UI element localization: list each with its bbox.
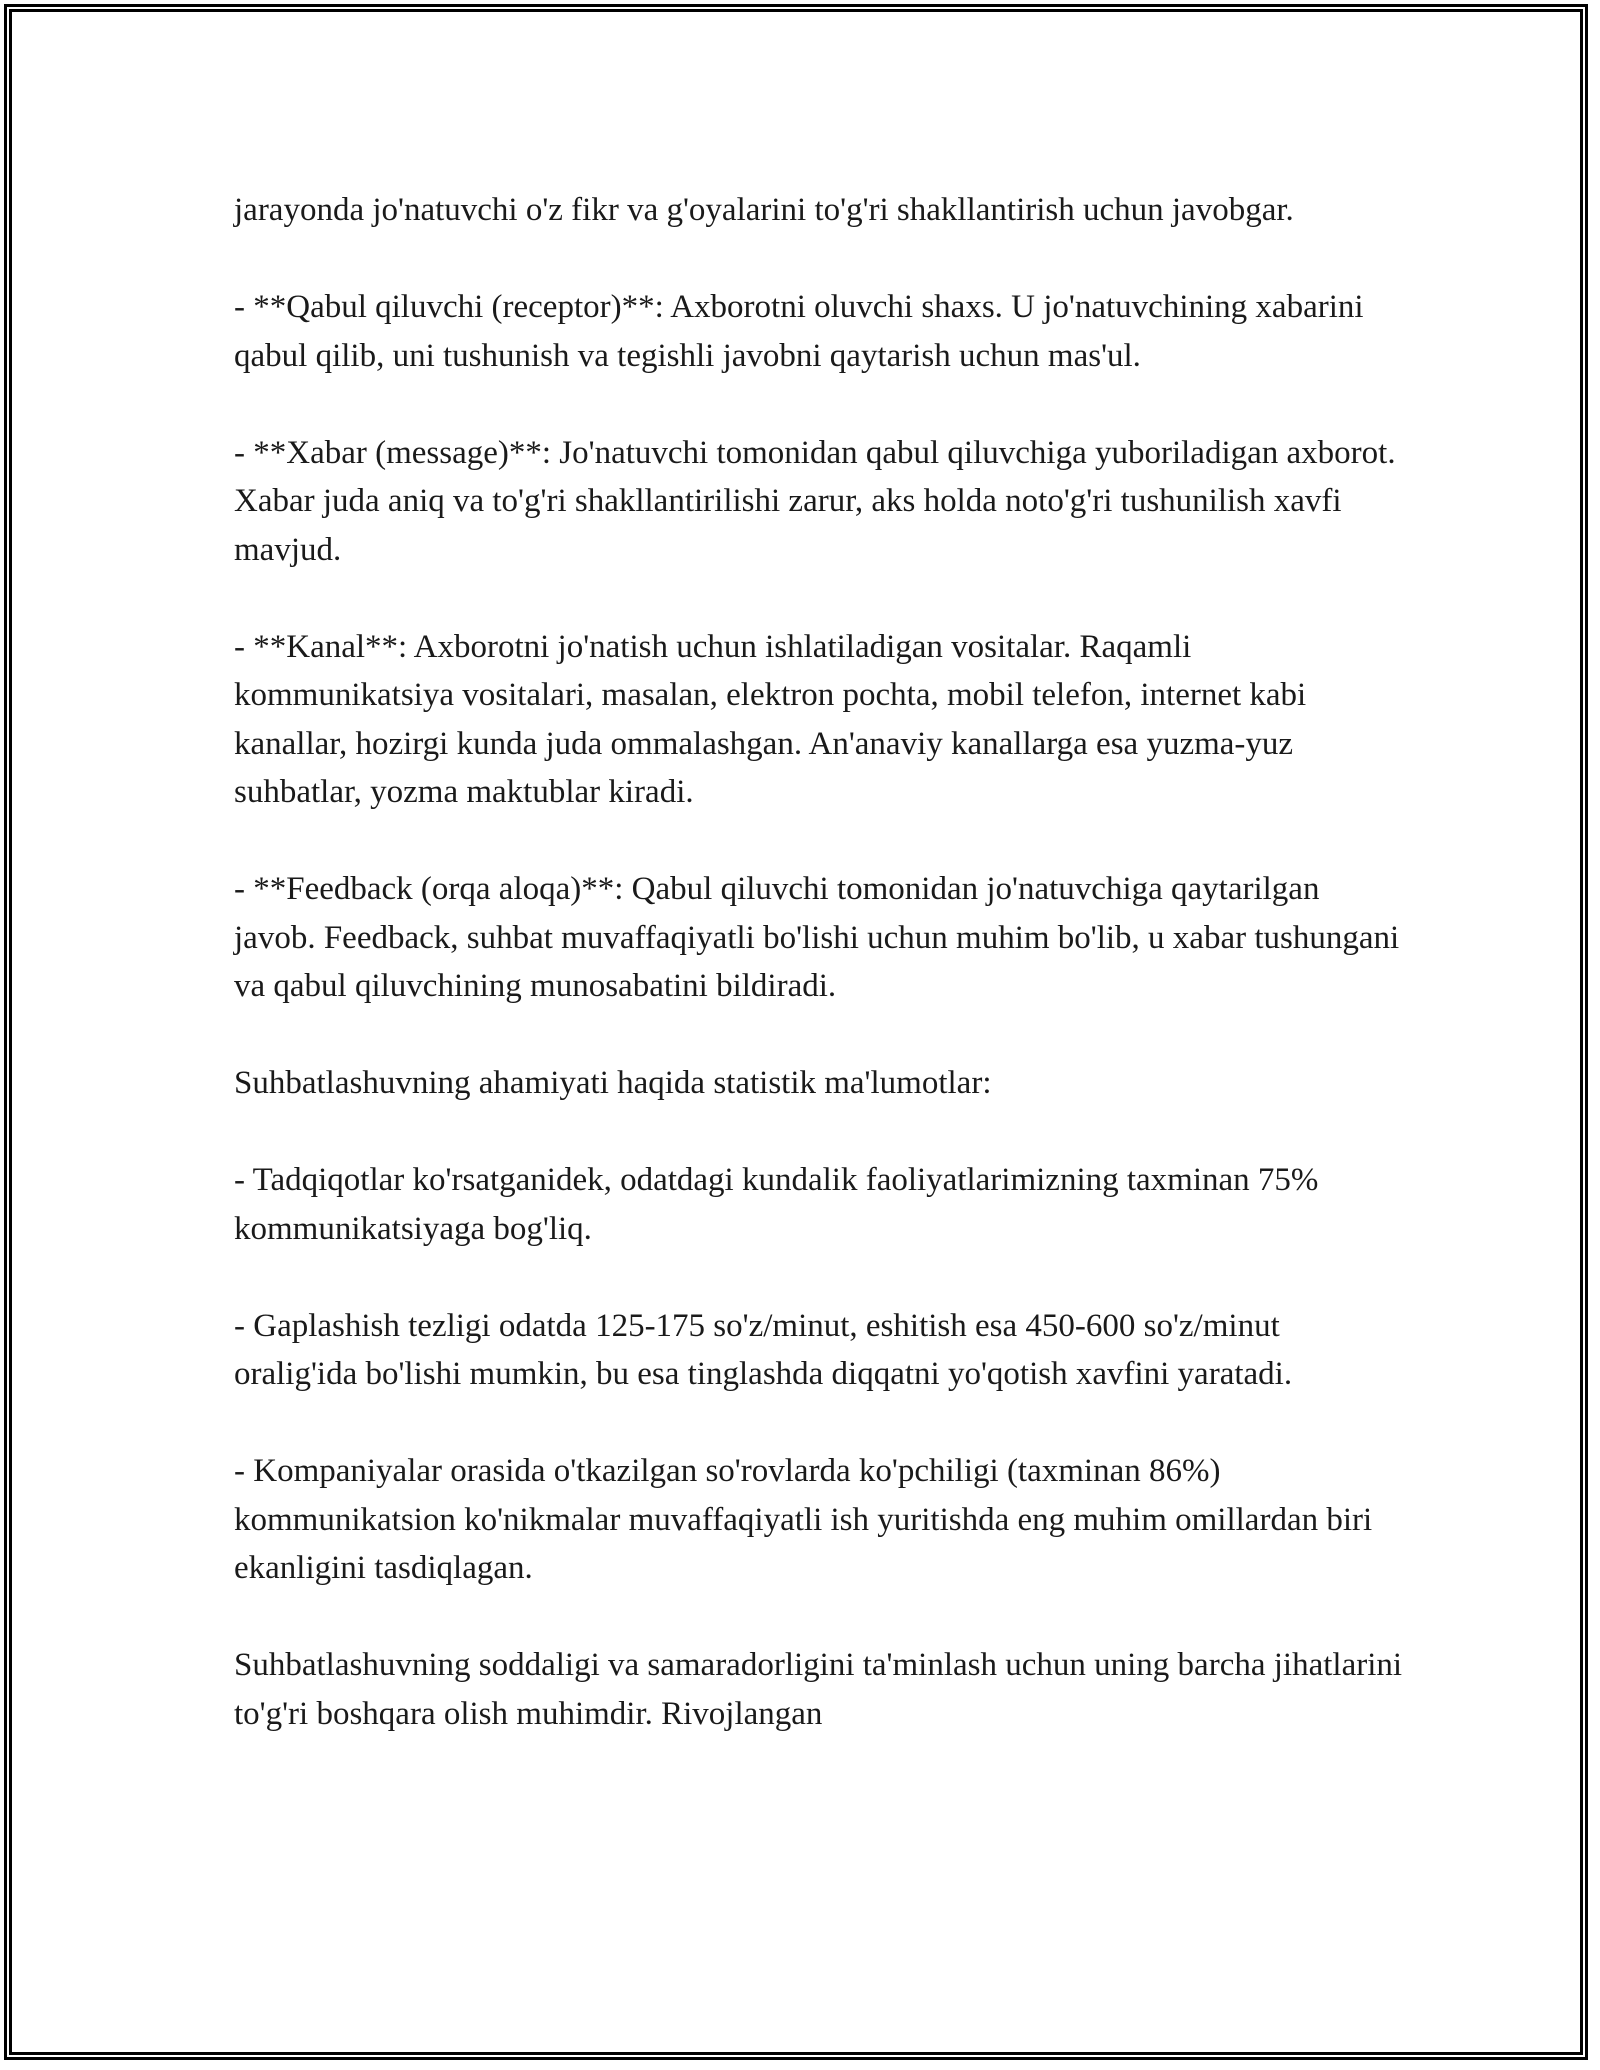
- paragraph-statistic-companies: - Kompaniyalar orasida o'tkazilgan so'rovlarda ko'pchiligi (taxminan 86%) kommunikatsion ko'nikmalar muvaffaqiyatli ish yuritishda eng muhim omillardan biri ekanligini tasdiqlagan.: [234, 1453, 1373, 1586]
- paragraph-statistic-speech-speed: - Gaplashish tezligi odatda 125-175 so'z/minut, eshitish esa 450-600 so'z/minut oralig'ida bo'lishi mumkin, bu esa tinglashda diqqatni yo'qotish xavfini yaratadi.: [234, 1307, 1293, 1392]
- paragraph-conclusion: Suhbatlashuvning soddaligi va samaradorligini ta'minlash uchun uning barcha jihatlarini to'g'ri boshqara olish muhimdir. Rivojlangan: [234, 1647, 1403, 1732]
- paragraph-message: - **Xabar (message)**: Jo'natuvchi tomonidan qabul qiluvchiga yuboriladigan axborot. Xabar juda aniq va to'g'ri shakllantirilishi zarur, aks holda noto'g'ri tushunilish xavfi mavjud.: [234, 434, 1396, 568]
- paragraph-feedback: - **Feedback (orqa aloqa)**: Qabul qiluvchi tomonidan jo'natuvchiga qaytarilgan javob. Feedback, suhbat muvaffaqiyatli bo'lishi uchun muhim bo'lib, u xabar tushungani va qabul qiluvchining munosabatini bildiradi.: [234, 871, 1400, 1004]
- paragraph-intro-continuation: jarayonda jo'natuvchi o'z fikr va g'oyalarini to'g'ri shakllantirish uchun javobgar.: [234, 192, 1294, 228]
- page-content: [234, 186, 1404, 1738]
- paragraph-channel: - **Kanal**: Axborotni jo'natish uchun ishlatiladigan vositalar. Raqamli kommunikatsiya vositalari, masalan, elektron pochta, mobil telefon, internet kabi kanallar, hozirgi kunda juda ommalashgan. An'anaviy kanallarga esa yuzma-yuz suhbatlar, yozma maktublar kiradi.: [234, 628, 1307, 810]
- paragraph-statistics-heading: Suhbatlashuvning ahamiyati haqida statistik ma'lumotlar:: [234, 1065, 992, 1101]
- paragraph-statistic-daily-activities: - Tadqiqotlar ko'rsatganidek, odatdagi kundalik faoliyatlarimizning taxminan 75% kommunikatsiyaga bog'liq.: [234, 1162, 1319, 1247]
- paragraph-receptor: - **Qabul qiluvchi (receptor)**: Axborotni oluvchi shaxs. U jo'natuvchining xabarini qabul qilib, uni tushunish va tegishli javobni qaytarish uchun mas'ul.: [234, 289, 1364, 374]
